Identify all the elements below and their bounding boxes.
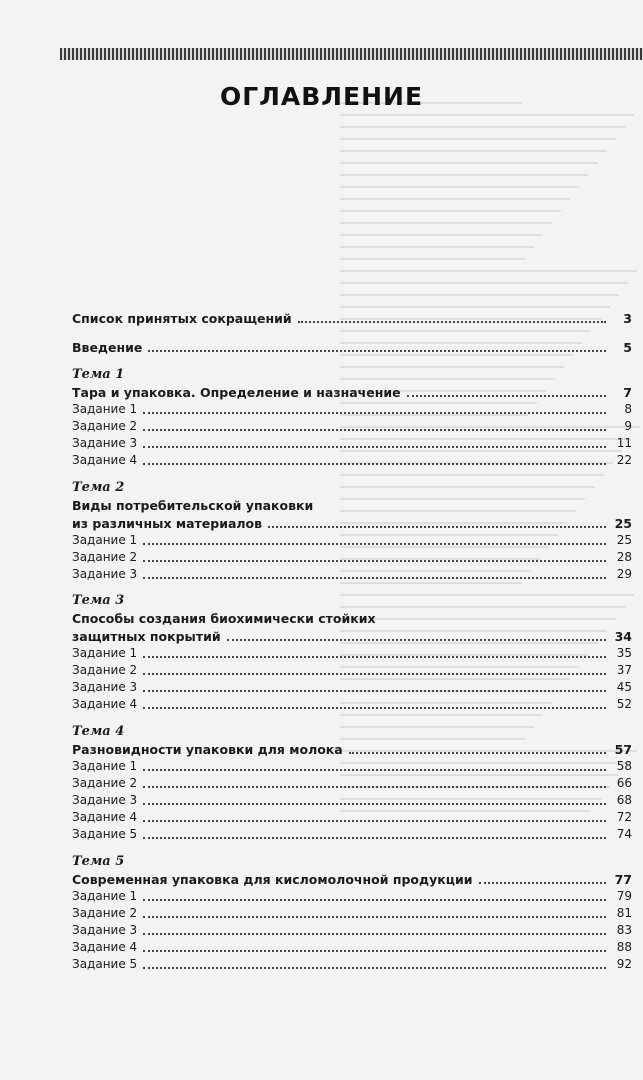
toc-entry-page: 57	[614, 742, 632, 757]
ghost-line	[340, 162, 598, 164]
ghost-line	[340, 138, 616, 140]
toc-entry-label: Задание 1	[72, 889, 138, 903]
dot-leader	[143, 673, 606, 675]
toc-entry-page: 81	[616, 906, 632, 920]
toc-entry-section-title[interactable]	[72, 628, 632, 645]
header-rule	[60, 48, 643, 60]
dot-leader	[407, 395, 606, 397]
toc-entry-label: Список принятых сокращений	[72, 311, 292, 326]
toc-entry-task[interactable]	[72, 532, 632, 549]
toc-entry-label: Задание 3	[72, 923, 138, 937]
ghost-line	[340, 174, 588, 176]
ghost-line	[340, 258, 525, 260]
toc-entry-page: 45	[616, 680, 632, 694]
ghost-line	[340, 150, 607, 152]
dot-leader	[143, 690, 606, 692]
toc-entry-task[interactable]	[72, 549, 632, 566]
section-title-line: Виды потребительской упаковки	[72, 498, 314, 513]
toc-entry-section-title[interactable]	[72, 741, 632, 758]
dot-leader	[349, 752, 606, 754]
dot-leader	[143, 560, 606, 562]
dot-leader	[143, 769, 606, 771]
ghost-line	[340, 306, 610, 308]
dot-leader	[143, 933, 606, 935]
toc-entry-label: Задание 1	[72, 533, 138, 547]
toc-entry-page: 88	[616, 940, 632, 954]
toc-entry-task[interactable]	[72, 662, 632, 679]
dot-leader	[143, 916, 606, 918]
toc-entry-task[interactable]	[72, 679, 632, 696]
toc-entry-label: Задание 2	[72, 550, 138, 564]
toc-entry-section-title[interactable]	[72, 871, 632, 888]
toc-entry-label: Задание 3	[72, 567, 138, 581]
toc-entry-label: Задание 4	[72, 453, 138, 467]
toc-entry-page: 74	[616, 827, 632, 841]
toc-entry-task[interactable]	[72, 826, 632, 843]
toc-entry-label: Задание 4	[72, 697, 138, 711]
toc-entry-page: 11	[616, 436, 632, 450]
toc-entry-task[interactable]	[72, 888, 632, 905]
dot-leader	[143, 656, 606, 658]
section-theme-label: Тема 1	[72, 367, 125, 382]
toc-entry-label: Введение	[72, 340, 143, 355]
toc-entry-page: 92	[616, 957, 632, 971]
dot-leader	[148, 350, 606, 352]
toc-entry-task[interactable]	[72, 758, 632, 775]
ghost-line	[340, 234, 543, 236]
toc-entry-label: Тара и упаковка. Определение и назначение	[72, 385, 401, 400]
toc-entry-task[interactable]	[72, 809, 632, 826]
toc-section-3	[72, 592, 632, 713]
ghost-line	[340, 198, 570, 200]
toc-section-4	[72, 723, 632, 843]
toc-entry-task[interactable]	[72, 922, 632, 939]
toc-entry-task[interactable]	[72, 401, 632, 418]
toc-entry-label: Задание 1	[72, 646, 138, 660]
toc-entry-label: Задание 4	[72, 940, 138, 954]
toc-entry-page: 22	[616, 453, 632, 467]
dot-leader	[143, 446, 606, 448]
toc-entry-task[interactable]	[72, 418, 632, 435]
toc-entry-label: Задание 5	[72, 957, 138, 971]
ghost-line	[340, 246, 534, 248]
toc-entry-page: 79	[616, 889, 632, 903]
toc-entry-abbreviations[interactable]	[72, 310, 632, 327]
toc-entry-label: Разновидности упаковки для молока	[72, 742, 343, 757]
toc-entry-label: Задание 2	[72, 906, 138, 920]
toc-entry-task[interactable]	[72, 645, 632, 662]
toc-entry-page: 66	[616, 776, 632, 790]
toc-entry-page: 34	[614, 629, 632, 644]
toc-section-5	[72, 853, 632, 973]
toc-entry-task[interactable]	[72, 905, 632, 922]
toc-entry-page: 7	[623, 385, 632, 400]
toc-entry-label: Задание 2	[72, 419, 138, 433]
toc-entry-task[interactable]	[72, 775, 632, 792]
dot-leader	[227, 639, 606, 641]
dot-leader	[143, 707, 606, 709]
toc-entry-section-title[interactable]	[72, 515, 632, 532]
toc-entry-page: 5	[623, 340, 632, 355]
toc-entry-task[interactable]	[72, 696, 632, 713]
ghost-line	[340, 222, 552, 224]
toc-entry-label: Задание 2	[72, 776, 138, 790]
dot-leader	[143, 543, 606, 545]
dot-leader	[143, 577, 606, 579]
ghost-line	[340, 282, 628, 284]
toc-entry-label: из различных материалов	[72, 516, 263, 531]
dot-leader	[298, 321, 606, 323]
toc-entry-label: защитных покрытий	[72, 629, 221, 644]
toc-entry-label: Задание 2	[72, 663, 138, 677]
dot-leader	[143, 803, 606, 805]
toc-entry-page: 25	[616, 533, 632, 547]
toc-entry-label: Задание 3	[72, 680, 138, 694]
toc-entry-page: 29	[616, 567, 632, 581]
toc-entry-section-title[interactable]	[72, 384, 632, 401]
toc-entry-page: 3	[623, 311, 632, 326]
table-of-contents	[72, 310, 632, 973]
dot-leader	[268, 526, 606, 528]
dot-leader	[143, 786, 606, 788]
toc-entry-page: 35	[616, 646, 632, 660]
toc-entry-label: Задание 1	[72, 402, 138, 416]
toc-entry-task[interactable]	[72, 939, 632, 956]
toc-section-2	[72, 479, 632, 583]
dot-leader	[479, 882, 606, 884]
dot-leader	[143, 820, 606, 822]
page-title: ОГЛАВЛЕНИЕ	[219, 82, 424, 111]
toc-entry-task[interactable]	[72, 435, 632, 452]
ghost-line	[340, 114, 634, 116]
ghost-line	[340, 186, 579, 188]
toc-entry-task[interactable]	[72, 566, 632, 583]
ghost-line	[340, 210, 561, 212]
section-theme-label: Тема 2	[72, 480, 125, 495]
ghost-line	[340, 126, 625, 128]
dot-leader	[143, 899, 606, 901]
toc-entry-page: 68	[616, 793, 632, 807]
toc-entry-page: 58	[616, 759, 632, 773]
toc-entry-page: 8	[624, 402, 632, 416]
dot-leader	[143, 967, 606, 969]
dot-leader	[143, 429, 606, 431]
toc-entry-page: 77	[614, 872, 632, 887]
toc-section-1	[72, 366, 632, 469]
section-title-line: Способы создания биохимически стойких	[72, 611, 376, 626]
toc-entry-page: 28	[616, 550, 632, 564]
dot-leader	[143, 837, 606, 839]
toc-entry-label: Задание 5	[72, 827, 138, 841]
toc-entry-label: Задание 3	[72, 436, 138, 450]
toc-sections	[72, 366, 632, 973]
section-theme-label: Тема 3	[72, 593, 125, 608]
toc-entry-task[interactable]	[72, 792, 632, 809]
toc-entry-label: Задание 3	[72, 793, 138, 807]
ghost-line	[340, 270, 637, 272]
toc-entry-task[interactable]	[72, 452, 632, 469]
toc-entry-label: Современная упаковка для кисломолочной продукции	[72, 872, 473, 887]
toc-entry-page: 37	[616, 663, 632, 677]
section-theme-label: Тема 4	[72, 724, 125, 739]
toc-entry-page: 52	[616, 697, 632, 711]
dot-leader	[143, 412, 606, 414]
toc-entry-page: 25	[614, 516, 632, 531]
toc-entry-label: Задание 1	[72, 759, 138, 773]
toc-entry-label: Задание 4	[72, 810, 138, 824]
toc-entry-page: 72	[616, 810, 632, 824]
toc-entry-page: 9	[624, 419, 632, 433]
toc-entry-introduction[interactable]	[72, 339, 632, 356]
ghost-line	[340, 294, 619, 296]
dot-leader	[143, 950, 606, 952]
toc-entry-page: 83	[616, 923, 632, 937]
section-theme-label: Тема 5	[72, 854, 125, 869]
toc-entry-task[interactable]	[72, 956, 632, 973]
dot-leader	[143, 463, 606, 465]
